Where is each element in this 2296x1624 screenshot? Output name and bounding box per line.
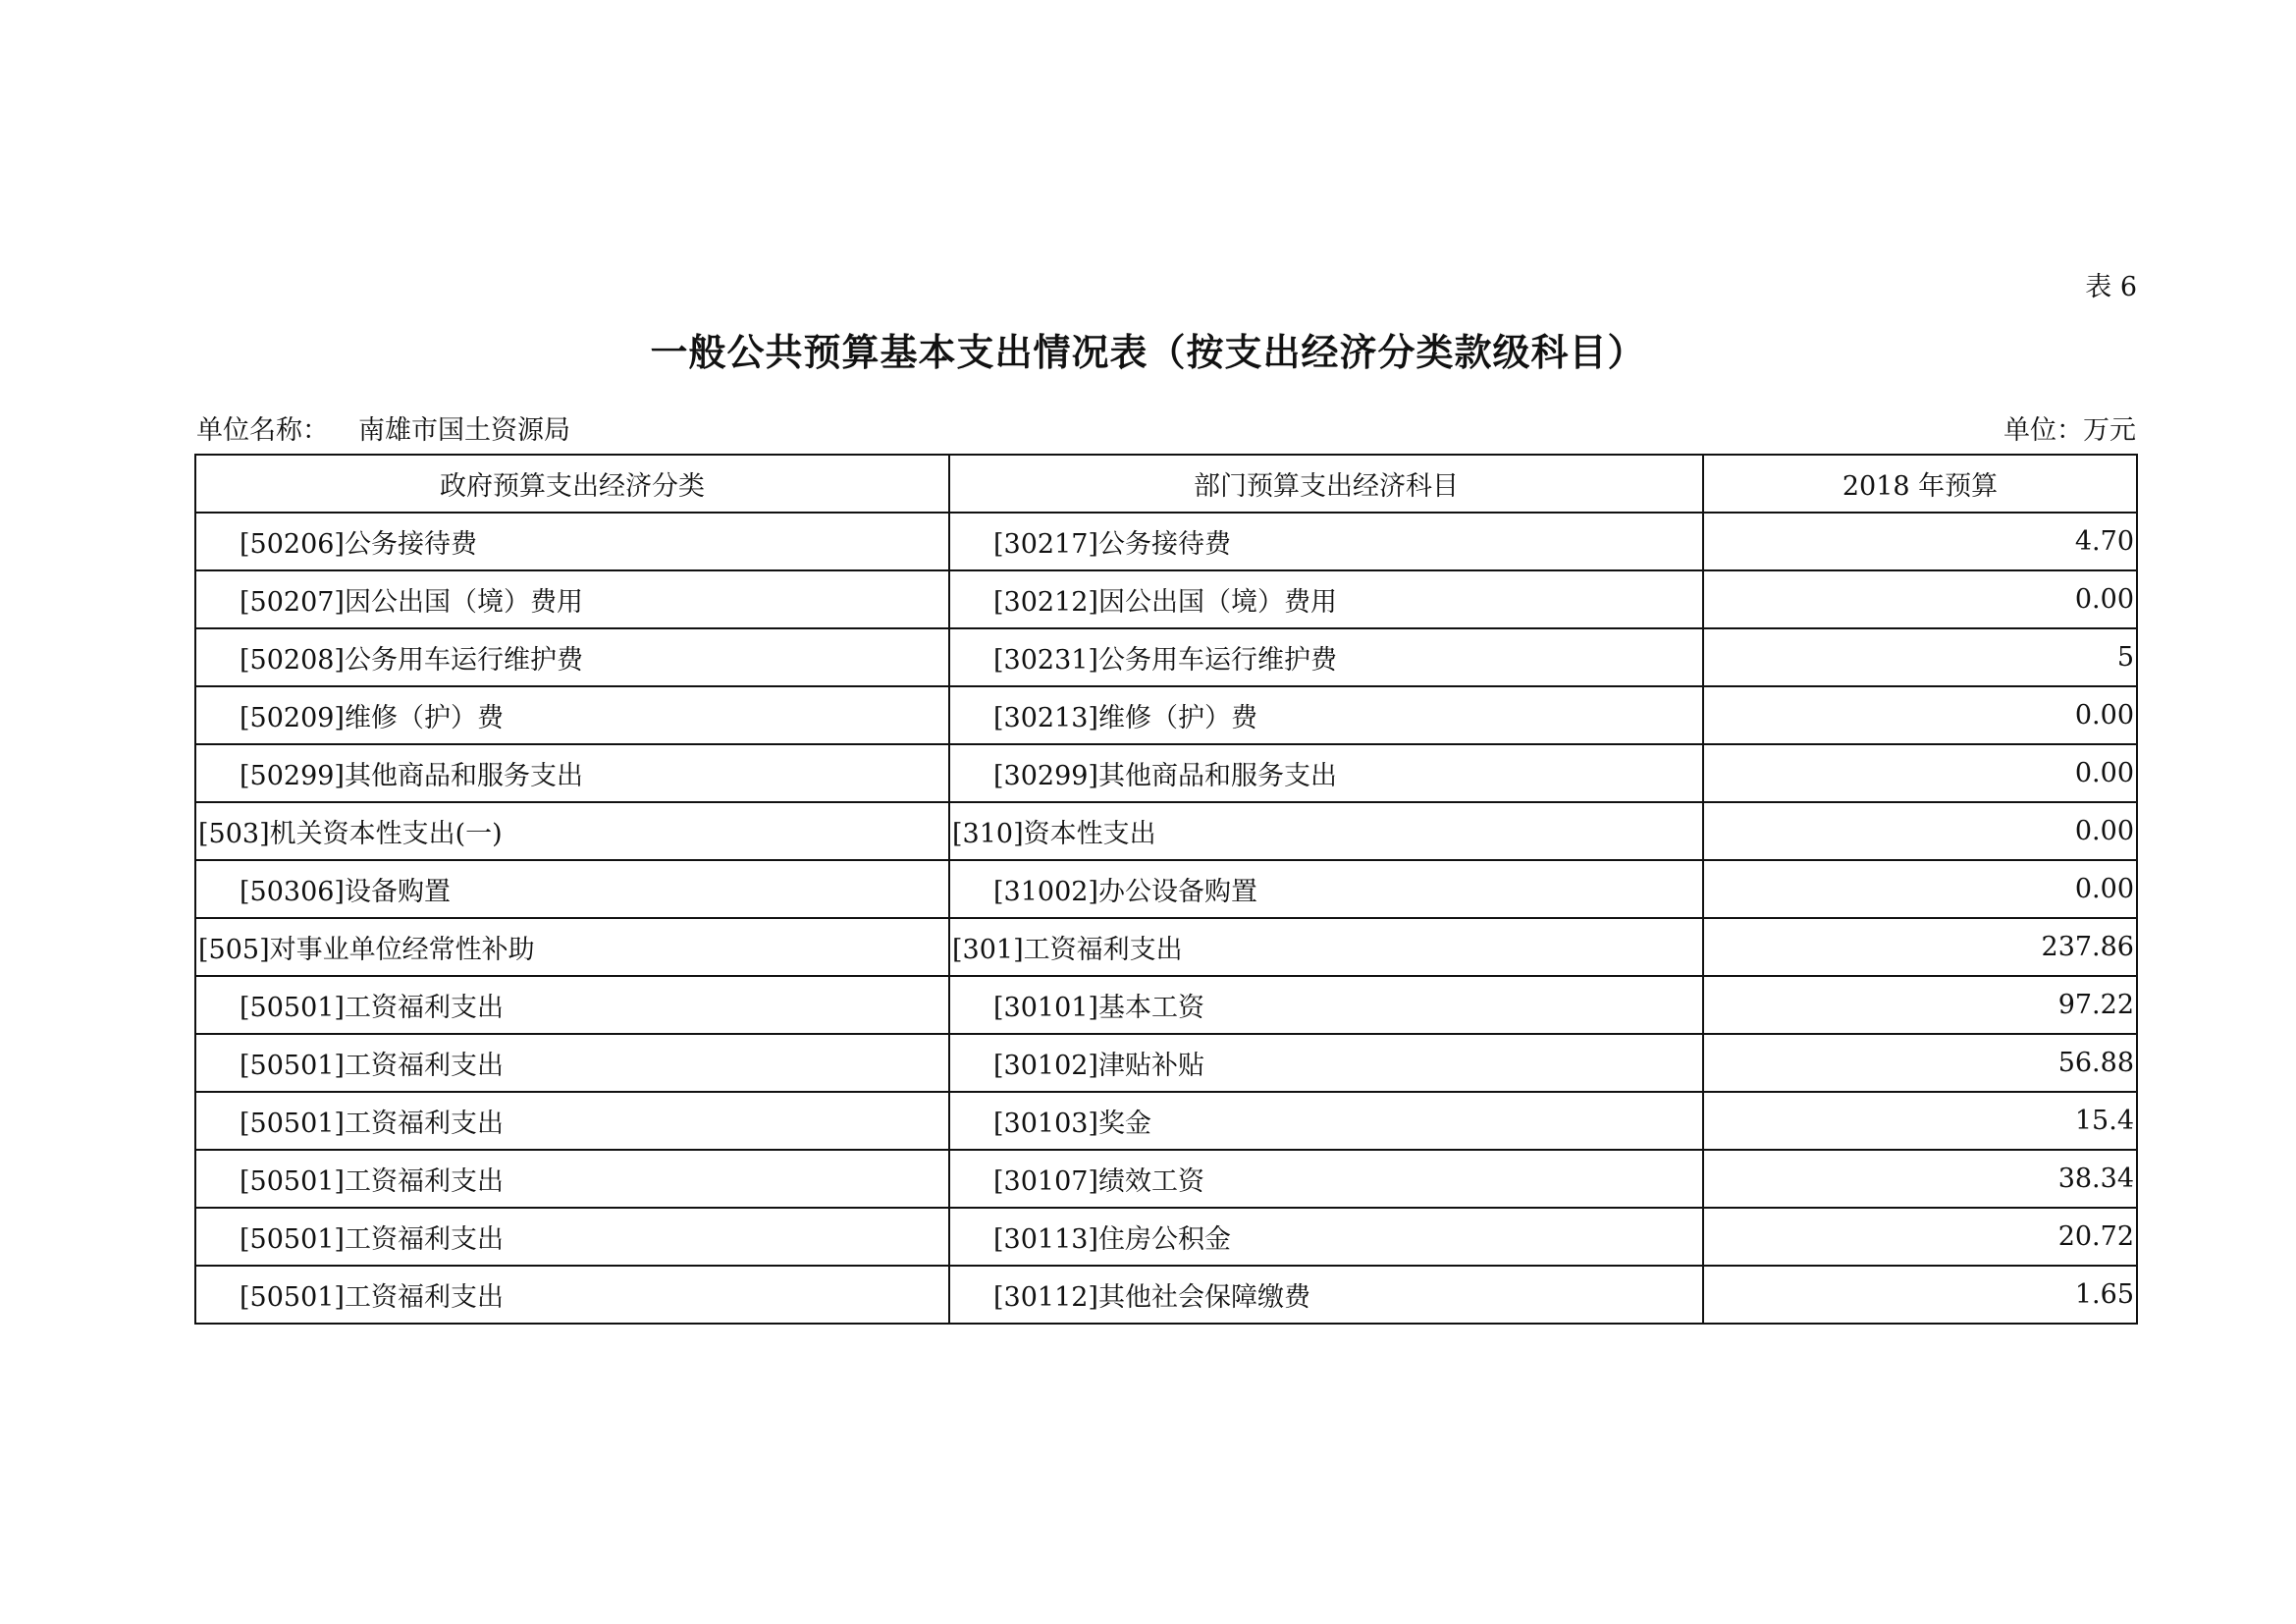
table-row [195,744,2137,802]
table-number: 表 6 [2085,272,2137,302]
table-body [195,513,2137,1324]
dept-subject-cell: [30112]其他社会保障缴费 [949,1266,1703,1324]
budget-amount-cell: 5 [1703,628,2137,686]
dept-subject-cell: [30107]绩效工资 [949,1150,1703,1208]
table-row [195,802,2137,860]
gov-class-cell: [505]对事业单位经常性补助 [195,918,949,976]
table-row [195,1092,2137,1150]
table-row [195,860,2137,918]
budget-amount-cell: 20.72 [1703,1208,2137,1266]
table-row [195,1208,2137,1266]
budget-amount-cell: 0.00 [1703,686,2137,744]
table-row [195,1034,2137,1092]
gov-class-cell: [50501]工资福利支出 [195,1034,949,1092]
column-header-dept-subject: 部门预算支出经济科目 [949,455,1703,513]
column-header-budget-2018: 2018 年预算 [1703,455,2137,513]
gov-class-cell: [50501]工资福利支出 [195,1092,949,1150]
unit-name-label: 单位名称： [196,415,329,446]
table-row [195,918,2137,976]
dept-subject-cell: [30217]公务接待费 [949,513,1703,570]
dept-subject-cell: [30213]维修（护）费 [949,686,1703,744]
dept-subject-cell: [30231]公务用车运行维护费 [949,628,1703,686]
budget-table [194,454,2138,1325]
column-header-gov-class: 政府预算支出经济分类 [195,455,949,513]
gov-class-cell: [50501]工资福利支出 [195,1266,949,1324]
gov-class-cell: [50299]其他商品和服务支出 [195,744,949,802]
gov-class-cell: [50209]维修（护）费 [195,686,949,744]
table-row [195,570,2137,628]
dept-subject-cell: [301]工资福利支出 [949,918,1703,976]
currency-unit: 单位：万元 [2003,415,2136,446]
gov-class-cell: [50207]因公出国（境）费用 [195,570,949,628]
dept-subject-cell: [30101]基本工资 [949,976,1703,1034]
dept-subject-cell: [30299]其他商品和服务支出 [949,744,1703,802]
unit-name [196,408,570,447]
dept-subject-cell: [31002]办公设备购置 [949,860,1703,918]
table-header-row [195,455,2137,513]
dept-subject-cell: [310]资本性支出 [949,802,1703,860]
unit-name-value: 南雄市国土资源局 [358,415,570,446]
gov-class-cell: [50206]公务接待费 [195,513,949,570]
table-row [195,1150,2137,1208]
dept-subject-cell: [30103]奖金 [949,1092,1703,1150]
budget-amount-cell: 237.86 [1703,918,2137,976]
table-row [195,1266,2137,1324]
budget-amount-cell: 56.88 [1703,1034,2137,1092]
budget-amount-cell: 97.22 [1703,976,2137,1034]
budget-amount-cell: 0.00 [1703,802,2137,860]
budget-amount-cell: 0.00 [1703,744,2137,802]
gov-class-cell: [50306]设备购置 [195,860,949,918]
gov-class-cell: [50501]工资福利支出 [195,1208,949,1266]
budget-amount-cell: 0.00 [1703,860,2137,918]
budget-amount-cell: 1.65 [1703,1266,2137,1324]
gov-class-cell: [50501]工资福利支出 [195,976,949,1034]
budget-amount-cell: 4.70 [1703,513,2137,570]
page-title: 一般公共预算基本支出情况表（按支出经济分类款级科目） [650,331,1646,374]
gov-class-cell: [503]机关资本性支出(一) [195,802,949,860]
table-row [195,686,2137,744]
dept-subject-cell: [30212]因公出国（境）费用 [949,570,1703,628]
table-row [195,976,2137,1034]
gov-class-cell: [50208]公务用车运行维护费 [195,628,949,686]
dept-subject-cell: [30113]住房公积金 [949,1208,1703,1266]
dept-subject-cell: [30102]津贴补贴 [949,1034,1703,1092]
budget-amount-cell: 38.34 [1703,1150,2137,1208]
table-row [195,628,2137,686]
gov-class-cell: [50501]工资福利支出 [195,1150,949,1208]
table-row [195,513,2137,570]
budget-amount-cell: 0.00 [1703,570,2137,628]
budget-amount-cell: 15.4 [1703,1092,2137,1150]
